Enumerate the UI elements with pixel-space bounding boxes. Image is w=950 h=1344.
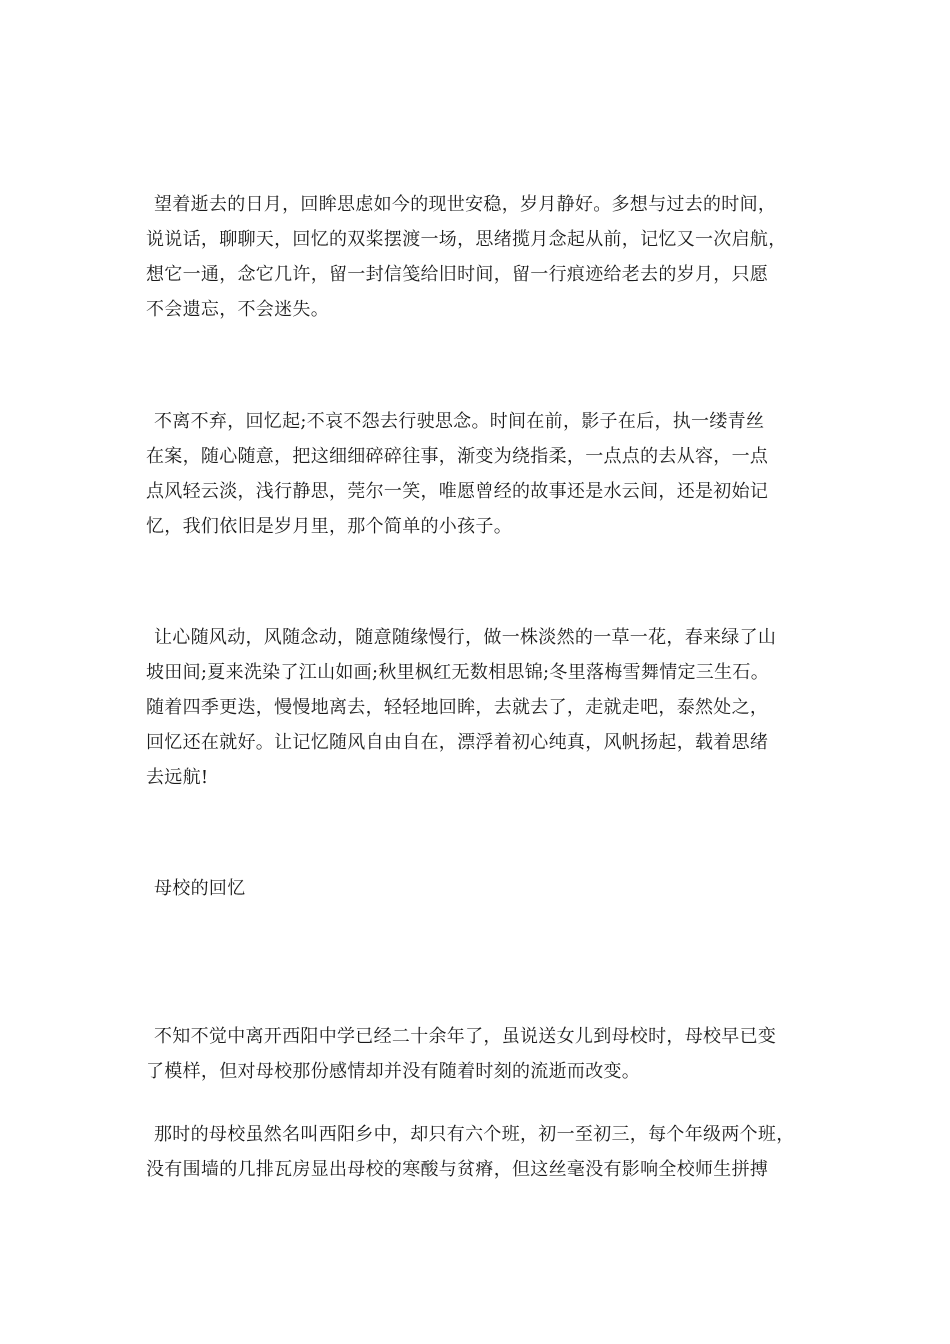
paragraph-1 bbox=[146, 187, 806, 327]
paragraph-4 bbox=[146, 1019, 806, 1089]
text-line: 望着逝去的日月，回眸思虑如今的现世安稳，岁月静好。多想与过去的时间， bbox=[154, 194, 777, 215]
paragraph-3 bbox=[146, 620, 806, 795]
text-line: 点风轻云淡，浅行静思，莞尔一笑，唯愿曾经的故事还是水云间，还是初始记 bbox=[146, 481, 769, 502]
paragraph-5 bbox=[146, 1117, 806, 1187]
text-line: 不离不弃，回忆起;不哀不怨去行驶思念。时间在前，影子在后，执一缕青丝 bbox=[154, 411, 765, 432]
text-line: 不会遗忘，不会迷失。 bbox=[146, 299, 329, 320]
section-heading bbox=[146, 871, 806, 906]
text-line: 在案，随心随意，把这细细碎碎往事，渐变为绕指柔，一点点的去从容，一点 bbox=[146, 446, 769, 467]
text-line: 了模样，但对母校那份感情却并没有随着时刻的流逝而改变。 bbox=[146, 1061, 641, 1082]
text-line: 让心随风动，风随念动，随意随缘慢行，做一株淡然的一草一花，春来绿了山 bbox=[154, 627, 777, 648]
text-line: 想它一通，念它几许，留一封信笺给旧时间，留一行痕迹给老去的岁月，只愿 bbox=[146, 264, 769, 285]
heading-text: 母校的回忆 bbox=[154, 878, 246, 899]
text-line: 那时的母校虽然名叫西阳乡中，却只有六个班，初一至初三，每个年级两个班， bbox=[154, 1124, 795, 1145]
text-line: 去远航! bbox=[146, 767, 209, 788]
text-line: 随着四季更迭，慢慢地离去，轻轻地回眸，去就去了，走就走吧，泰然处之， bbox=[146, 697, 769, 718]
text-line: 坡田间;夏来洗染了江山如画;秋里枫红无数相思锦;冬里落梅雪舞情定三生石。 bbox=[146, 662, 769, 683]
text-line: 回忆还在就好。让记忆随风自由自在，漂浮着初心纯真，风帆扬起，载着思绪 bbox=[146, 732, 769, 753]
text-line: 说说话，聊聊天，回忆的双桨摆渡一场，思绪揽月念起从前，记忆又一次启航， bbox=[146, 229, 787, 250]
text-line: 不知不觉中离开西阳中学已经二十余年了，虽说送女儿到母校时，母校早已变 bbox=[154, 1026, 777, 1047]
text-line: 没有围墙的几排瓦房显出母校的寒酸与贫瘠，但这丝毫没有影响全校师生拼搏 bbox=[146, 1159, 769, 1180]
text-line: 忆，我们依旧是岁月里，那个简单的小孩子。 bbox=[146, 516, 512, 537]
paragraph-2 bbox=[146, 404, 806, 544]
